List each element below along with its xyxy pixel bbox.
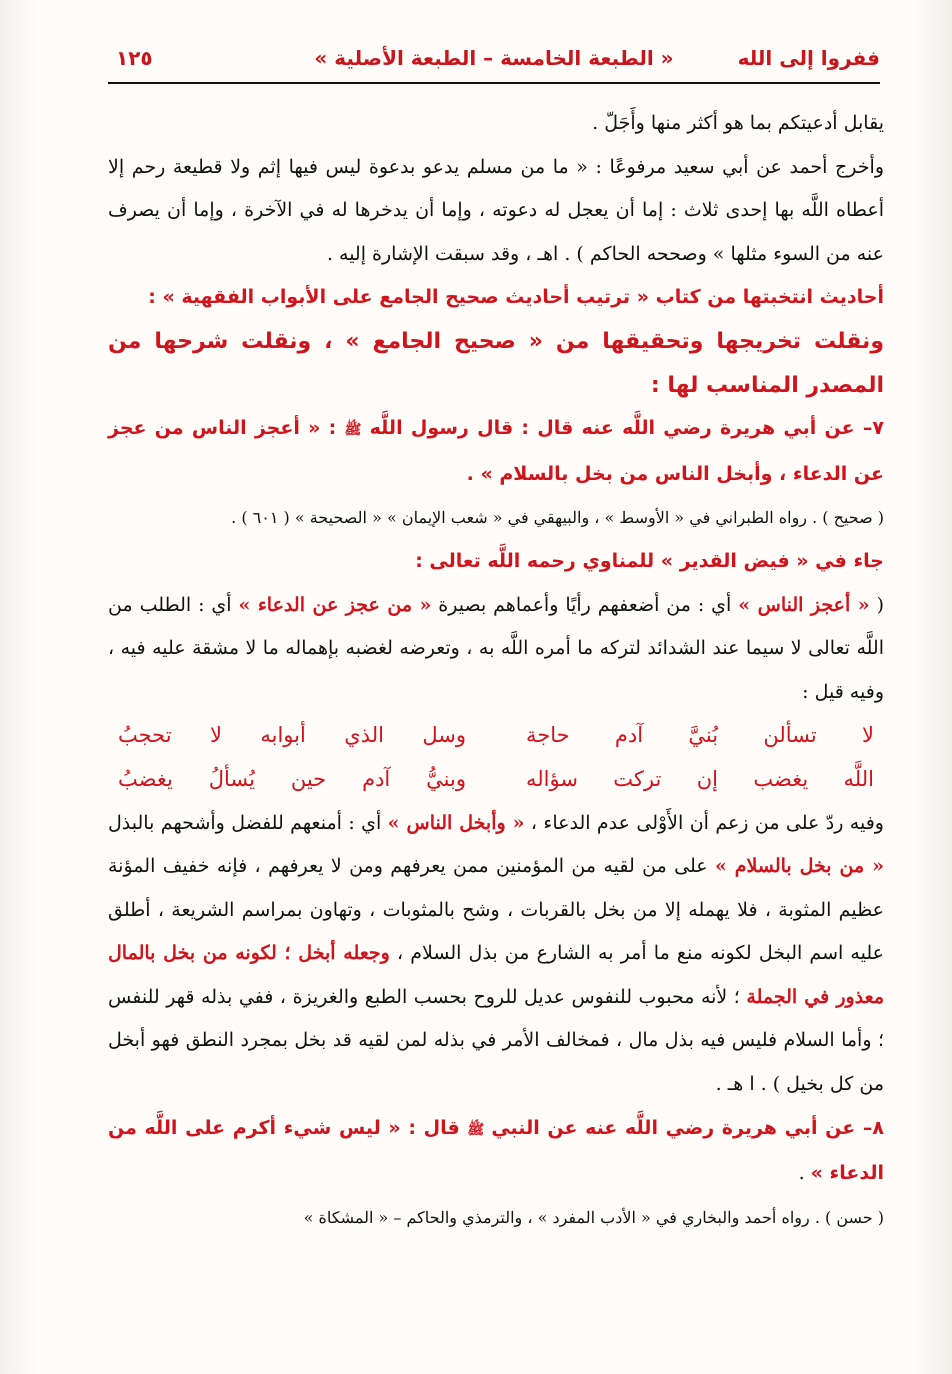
hadith-8: ٨– عن أبي هريرة رضي اللَّه عنه عن النبي ﷺ قال : « ليس شيء أكرم على اللَّه من الدعاء » .: [108, 1116, 885, 1185]
hadith-intro: عن أبي هريرة رضي اللَّه عنه عن النبي: [491, 1116, 856, 1139]
salawat-seal-icon: ﷺ: [467, 1121, 485, 1138]
hadith-number: ٨–: [855, 1116, 885, 1139]
section-heading: أحاديث انتخبتها من كتاب « ترتيب أحاديث صحيح الجامع على الأبواب الفقهية » :: [148, 286, 884, 309]
hadith-7: [108, 407, 884, 496]
book-title: ففروا إلى الله: [737, 46, 880, 70]
highlighted-phrase: وجعله أبخل ؛ لكونه من بخل بالمال معذور في الجملة: [108, 942, 885, 1008]
commentary-paragraph-1: ( « أعجز الناس » أي : من أضعفهم رأيًا وأعماهم بصيرة « من عجز عن الدعاء » أي : الطلب من اللَّه تعالى لا سيما عند الشدائد لتركه ما أمره اللَّه به ، وتعرضه لغضبه بإهماله ما لا مشقة عليه فيه ، وفيه قيل :: [108, 593, 884, 703]
section-subheading: ونقلت تخريجها وتحقيقها من « صحيح الجامع » ، ونقلت شرحها من المصدر المناسب لها :: [108, 328, 884, 398]
poem: [108, 714, 884, 801]
page-header: [108, 38, 880, 78]
quoted-phrase: « وأبخل الناس »: [387, 811, 525, 834]
salawat-seal-icon: ﷺ: [344, 422, 362, 439]
quoted-phrase: « من بخل بالسلام »: [714, 855, 884, 878]
hadith-text: : « أعجز الناس من عجز عن الدعاء ، وأبخل الناس من بخل بالسلام » .: [108, 417, 884, 485]
poem-line-1-left: وسل الذي أبوابه لا تحجبُ: [118, 723, 466, 748]
hadith-intro: عن أبي هريرة رضي اللَّه عنه قال : قال رسول اللَّه: [369, 417, 855, 440]
commentary-heading: جاء في « فيض القدير » للمناوي رحمه اللَّه تعالى :: [415, 549, 884, 572]
poem-line-2-left: وبنيُّ آدم حين يُسألُ يغضبُ: [118, 766, 466, 791]
edition-label: « الطبعة الخامسة – الطبعة الأصلية »: [314, 46, 674, 70]
hadith-text: قال : « ليس شيء أكرم على اللَّه من الدعاء »: [108, 1116, 884, 1185]
hadith-number: ٧–: [854, 417, 884, 440]
paragraph-continuation: يقابل أدعيتكم بما هو أكثر منها وأَجَلّ .: [592, 112, 884, 134]
quoted-phrase: « من عجز عن الدعاء »: [238, 593, 432, 616]
paragraph-ahmad-hadith: وأخرج أحمد عن أبي سعيد مرفوعًا : « ما من مسلم يدعو بدعوة ليس فيها إثم ولا قطيعة رحم إلا أعطاه اللَّه بها إحدى ثلاث : إما أن يعجل له دعوته ، وإما أن يدخرها له في الآخرة ، وإما أن يصرف عنه من السوء مثلها » وصححه الحاكم ) . اهـ ، وقد سبقت الإشارة إليه .: [108, 155, 884, 265]
hadith-8-takhrij: ( حسن ) . رواه أحمد والبخاري في « الأدب المفرد » ، والترمذي والحاكم – « المشكاة »: [303, 1207, 884, 1227]
poem-line-2-right: اللَّه يغضب إن تركت سؤاله: [526, 766, 874, 791]
quoted-phrase: « أعجز الناس »: [738, 593, 870, 616]
page-number: ١٢٥: [116, 46, 153, 70]
hadith-7-takhrij: ( صحيح ) . رواه الطبراني في « الأوسط » ، والبيهقي في « شعب الإيمان » « الصحيحة » ( ٦٠١ ) .: [231, 508, 884, 528]
header-divider: [108, 82, 880, 84]
page-body: [108, 102, 884, 1239]
commentary-paragraph-2: وفيه ردّ على من زعم أن الأَوْلى عدم الدعاء ، « وأبخل الناس » أي : أمنعهم للفضل وأشحهم بالبذل « من بخل بالسلام » على من لقيه من المؤمنين ممن يعرفهم ومن لا يعرفهم ، فإنه خفيف المؤنة عظيم المثوبة ، فلا يهمله إلا من بخل بالقربات ، وشح بالمثوبات ، وتهاون بمراسم الشريعة ، أطلق عليه اسم البخل لكونه منع ما أمر به الشارع من بذل السلام ، وجعله أبخل ؛ لكونه من بخل بالمال معذور في الجملة ؛ لأنه محبوب للنفوس عديل للروح بحسب الطبع والغريزة ، ففي بذله قهر للنفس ؛ وأما السلام فليس فيه بذل مال ، فمخالف الأمر في بذله لمن لقيه قد بخل بمجرد النطق فهو أبخل من كل بخيل ) . ا هـ .: [108, 811, 885, 1096]
poem-line-1-right: لا تسألن بُنيَّ آدم حاجة: [526, 723, 874, 748]
